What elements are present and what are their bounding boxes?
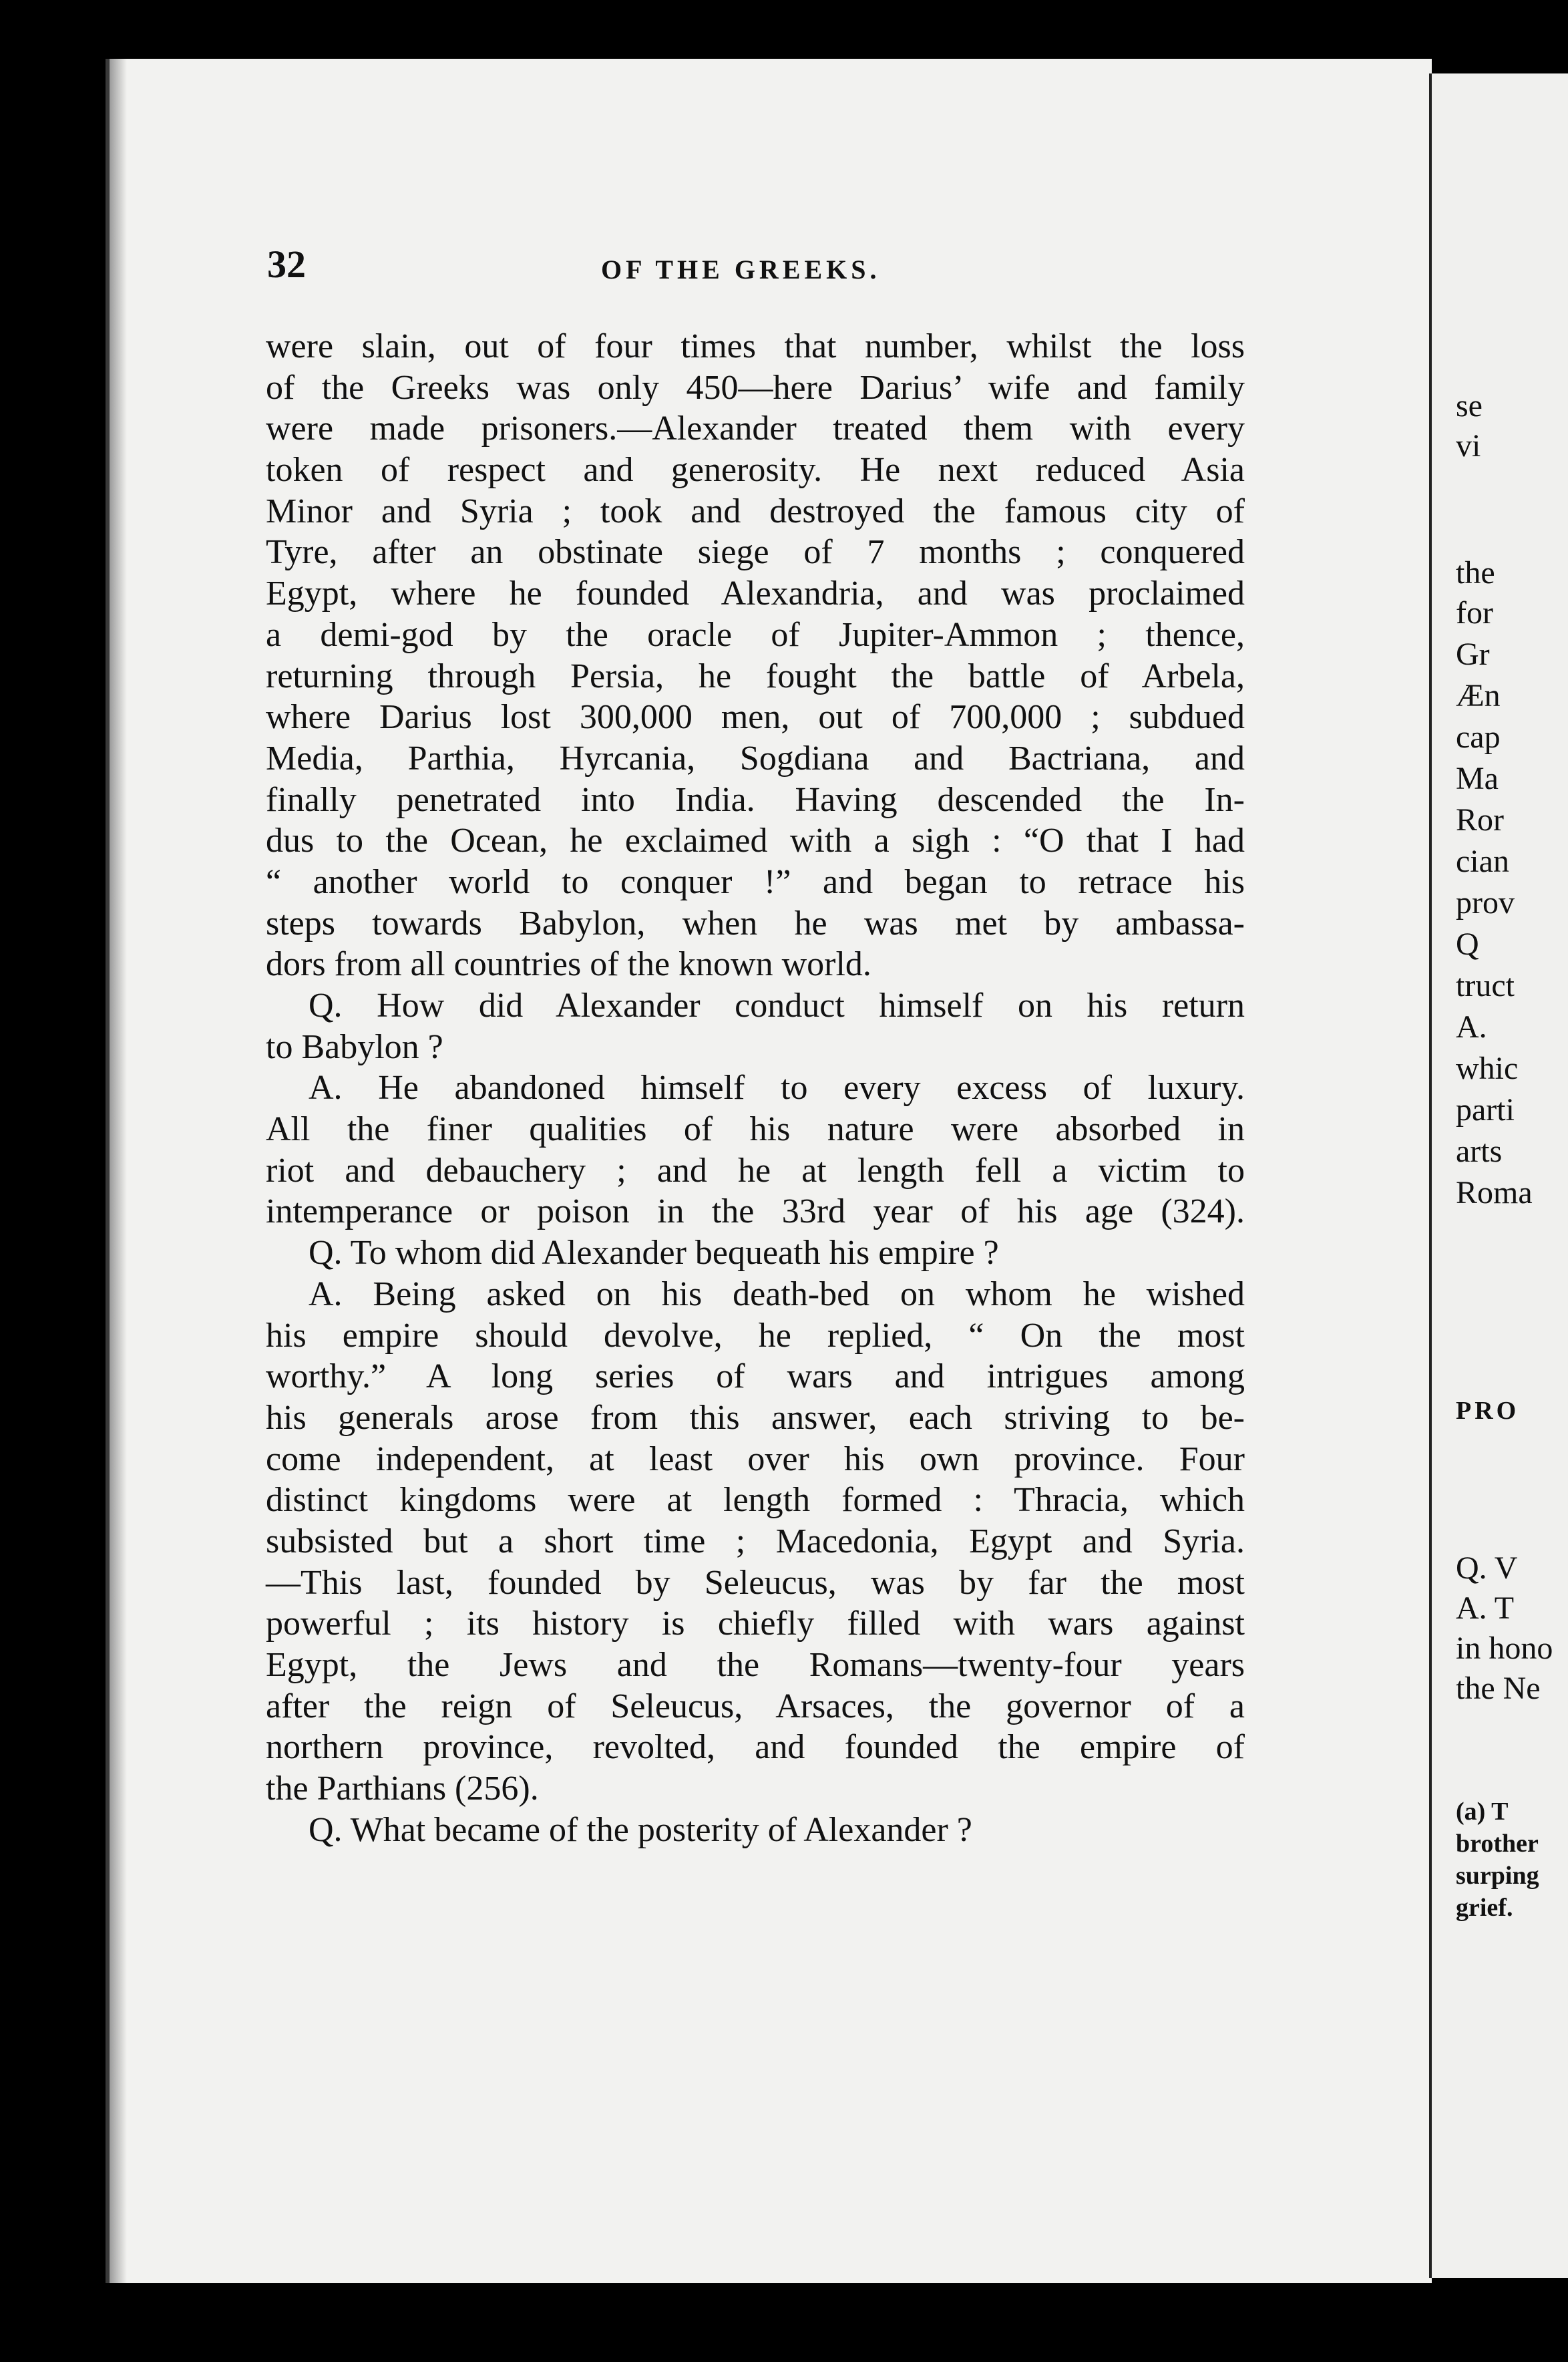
text-line: Egypt, where he founded Alexandria, and was proclaimed	[266, 574, 1245, 613]
facing-fragment: Æn	[1456, 678, 1501, 713]
text-line: powerful ; its history is chiefly filled with wars against	[266, 1605, 1245, 1643]
facing-footnote: (a) T	[1456, 1798, 1509, 1826]
text-line: were slain, out of four times that number, whilst the loss	[266, 327, 1245, 365]
text-line: Minor and Syria ; took and destroyed the famous city of	[266, 492, 1245, 530]
facing-fragment: Q. V	[1456, 1550, 1518, 1586]
facing-footnote: brother	[1456, 1830, 1539, 1858]
running-title: OF THE GREEKS.	[601, 255, 881, 285]
text-line: after the reign of Seleucus, Arsaces, the governor of a	[266, 1687, 1245, 1725]
facing-fragment: arts	[1456, 1134, 1503, 1169]
facing-fragment: A.	[1456, 1009, 1487, 1045]
text-line: steps towards Babylon, when he was met by ambassa-	[266, 904, 1245, 943]
facing-fragment: cap	[1456, 719, 1501, 755]
facing-fragment: the Ne	[1456, 1671, 1541, 1706]
text-line: worthy.” A long series of wars and intrigues among	[266, 1357, 1245, 1396]
text-line: Tyre, after an obstinate siege of 7 months ; conquered	[266, 533, 1245, 572]
facing-footnote: surping	[1456, 1862, 1539, 1890]
text-line: where Darius lost 300,000 men, out of 700,000 ; subdued	[266, 698, 1245, 737]
facing-fragment: cian	[1456, 844, 1509, 879]
facing-fragment: in hono	[1456, 1631, 1553, 1666]
text-line: a demi-god by the oracle of Jupiter-Ammon ; thence,	[266, 615, 1245, 654]
facing-fragment: vi	[1456, 428, 1481, 464]
facing-footnote: grief.	[1456, 1894, 1513, 1922]
text-line: were made prisoners.—Alexander treated them with every	[266, 409, 1245, 448]
text-line: subsisted but a short time ; Macedonia, Egypt and Syria.	[266, 1522, 1245, 1560]
text-line: “ another world to conquer !” and began to retrace his	[266, 862, 1245, 901]
text-line: of the Greeks was only 450—here Darius’ wife and family	[266, 368, 1245, 407]
answer-line: A. He abandoned himself to every excess of luxury.	[309, 1069, 1245, 1108]
text-line: his empire should devolve, he replied, “ On the most	[266, 1316, 1245, 1355]
facing-fragment: Gr	[1456, 637, 1490, 672]
facing-fragment: Ma	[1456, 761, 1499, 796]
facing-fragment: parti	[1456, 1092, 1515, 1128]
text-line: Egypt, the Jews and the Romans—twenty-four years	[266, 1646, 1245, 1684]
text-line: his generals arose from this answer, each striving to be-	[266, 1398, 1245, 1437]
page-number: 32	[267, 242, 306, 286]
text-line: Media, Parthia, Hyrcania, Sogdiana and Bactriana, and	[266, 739, 1245, 778]
text-line: —This last, founded by Seleucus, was by far the most	[266, 1563, 1245, 1602]
text-line: riot and debauchery ; and he at length fell a victim to	[266, 1151, 1245, 1190]
text-line: dors from all countries of the known world.	[266, 945, 871, 984]
text-line: returning through Persia, he fought the battle of Arbela,	[266, 657, 1245, 695]
facing-fragment: truct	[1456, 968, 1515, 1003]
running-head	[267, 242, 1235, 295]
facing-fragment: the	[1456, 555, 1495, 590]
facing-page	[1429, 73, 1568, 2278]
text-line: token of respect and generosity. He next reduced Asia	[266, 451, 1245, 490]
facing-fragment: se	[1456, 388, 1483, 424]
text-line: distinct kingdoms were at length formed : Thracia, which	[266, 1481, 1245, 1520]
facing-heading: PRO	[1456, 1397, 1520, 1425]
facing-fragment: for	[1456, 595, 1493, 631]
text-line: northern province, revolted, and founded the empire of	[266, 1728, 1245, 1767]
text-line: come independent, at least over his own province. Four	[266, 1440, 1245, 1478]
facing-fragment: Roma	[1456, 1175, 1533, 1210]
facing-fragment: Q	[1456, 926, 1479, 962]
question-line: Q. How did Alexander conduct himself on his return	[309, 987, 1245, 1025]
body-text	[266, 326, 1245, 1850]
text-line: intemperance or poison in the 33rd year of his age (324).	[266, 1192, 1245, 1231]
question-line: Q. What became of the posterity of Alexander ?	[309, 1810, 972, 1849]
facing-fragment: whic	[1456, 1051, 1519, 1086]
text-line: dus to the Ocean, he exclaimed with a sigh : “O that I had	[266, 822, 1245, 860]
facing-fragment: Ror	[1456, 802, 1504, 838]
facing-fragment: A. T	[1456, 1590, 1515, 1626]
text-line: All the finer qualities of his nature were absorbed in	[266, 1110, 1245, 1149]
text-line: the Parthians (256).	[266, 1769, 539, 1808]
text-line: finally penetrated into India. Having descended the In-	[266, 780, 1245, 819]
answer-line: A. Being asked on his death-bed on whom he wished	[309, 1275, 1245, 1313]
text-line: to Babylon ?	[266, 1027, 443, 1066]
facing-fragment: prov	[1456, 885, 1515, 920]
question-line: Q. To whom did Alexander bequeath his empire ?	[309, 1234, 999, 1273]
